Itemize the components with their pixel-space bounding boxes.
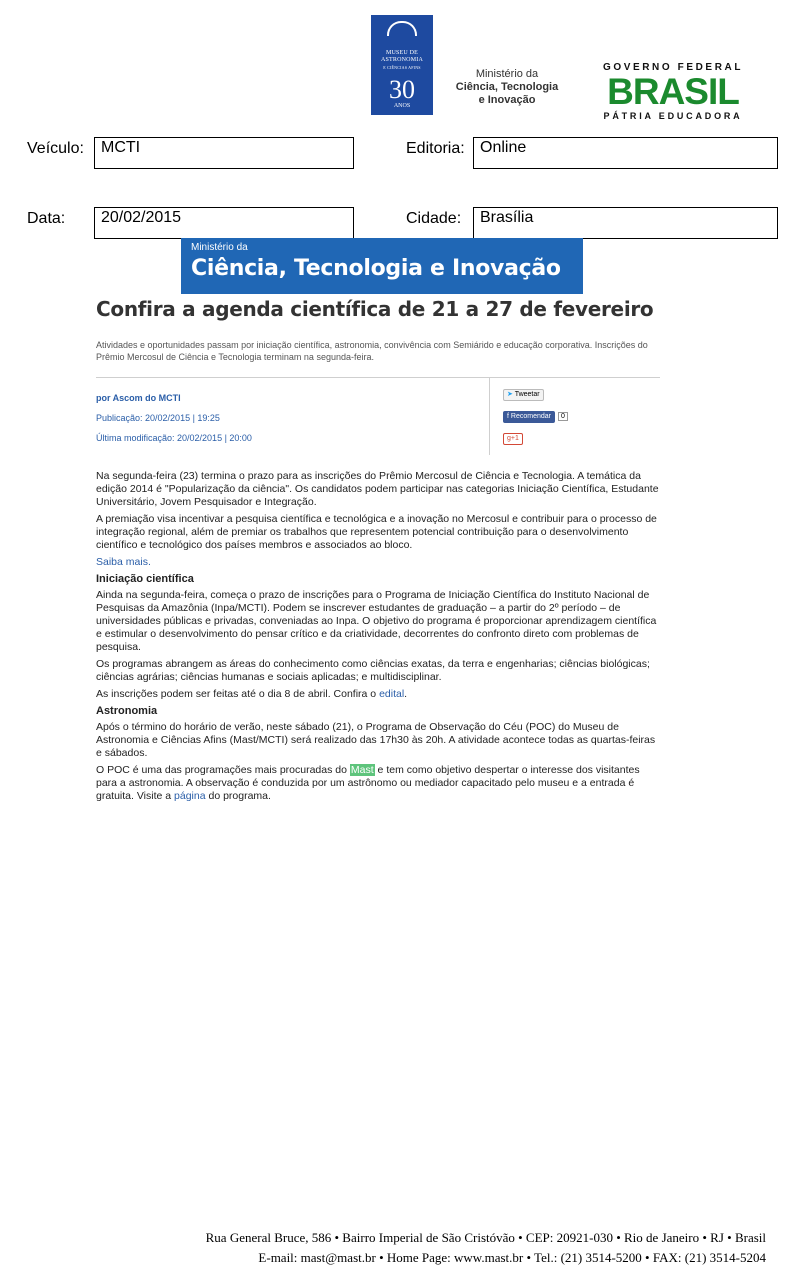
tweet-button[interactable] xyxy=(503,389,544,401)
mast-highlight: Mast xyxy=(350,764,374,776)
cidade-label: Cidade: xyxy=(406,210,462,227)
editoria-field: Online xyxy=(473,137,778,169)
article-meta xyxy=(96,388,476,448)
gov-logo-bottom: PÁTRIA EDUCADORA xyxy=(603,111,743,121)
article-modified: Última modificação: 20/02/2015 | 20:00 xyxy=(96,433,252,443)
mast-logo-line1: MUSEU DE xyxy=(385,50,419,56)
paragraph-3: Ainda na segunda-feira, começa o prazo de inscrições para o Programa de Iniciação Científica do Instituto Nacional de Pesquisas da Amazônia (Inpa/MCTI). Podem se inscrever estudantes de graduação – a partir do 2º período – de universidades públicas e privadas, conveniadas ao Inpa. O objetivo do programa é proporcionar aprendizagem científica e estimular o desenvolvimento do pensar crítico e da criatividade, decorrentes do confronto direto com problemas de pesquisa. xyxy=(96,589,657,653)
article-published: Publicação: 20/02/2015 | 19:25 xyxy=(96,413,220,423)
paragraph-5-text: As inscrições podem ser feitas até o dia 8 de abril. Confira o xyxy=(96,688,380,700)
data-field: 20/02/2015 xyxy=(94,207,354,239)
cidade-field: Brasília xyxy=(473,207,778,239)
tweet-label: Tweetar xyxy=(514,391,540,398)
mcti-logo-line3: e Inovação xyxy=(478,94,536,106)
article-body xyxy=(96,470,662,807)
recommend-count: 0 xyxy=(558,412,568,421)
meta-divider xyxy=(96,377,660,378)
paragraph-7 xyxy=(96,764,662,803)
meta-vertical-divider xyxy=(489,377,490,455)
pagina-link[interactable]: página xyxy=(174,790,206,802)
observatory-dome-icon xyxy=(387,21,417,36)
footer-line-2: E-mail: mast@mast.br • Home Page: www.mast.br • Tel.: (21) 3514-5200 • FAX: (21) 3514-5204 xyxy=(258,1250,766,1265)
governo-federal-logo xyxy=(588,62,758,121)
mast-logo-line3: E CIÊNCIAS AFINS xyxy=(383,65,421,70)
paragraph-4: Os programas abrangem as áreas do conhecimento como ciências exatas, da terra e engenharias; ciências biológicas; ciências agrárias; ciências humanas e sociais aplicadas; e multidisciplinar. xyxy=(96,658,650,683)
mast-30-anos-logo xyxy=(371,15,433,115)
mast-logo-anos: ANOS xyxy=(393,103,411,109)
paragraph-1: Na segunda-feira (23) termina o prazo para as inscrições do Prêmio Mercosul de Ciência e Tecnologia. A temática da edição 2014 é "Popularização da ciência". Os candidatos podem participar nas categorias Iniciação Científica, Estudante Universitário, Jovem Pesquisador e Integração. xyxy=(96,470,659,508)
social-buttons xyxy=(503,383,593,449)
google-plus-button[interactable]: g+1 xyxy=(503,433,523,445)
gov-logo-top: GOVERNO FEDERAL xyxy=(602,62,744,73)
mcti-logo xyxy=(442,68,572,107)
article-lead: Atividades e oportunidades passam por iniciação científica, astronomia, convivência com Semiárido e educação corporativa. Inscrições do Prêmio Mercosul de Ciência e Tecnologia terminam na segunda-feira. xyxy=(96,340,648,362)
veiculo-field: MCTI xyxy=(94,137,354,169)
footer-line-1: Rua General Bruce, 586 • Bairro Imperial de São Cristóvão • CEP: 20921-030 • Rio de Janeiro • RJ • Brasil xyxy=(205,1230,766,1245)
gov-logo-brasil xyxy=(588,73,758,111)
recommend-label: Recomendar xyxy=(510,413,551,420)
facebook-icon: f xyxy=(507,413,509,420)
paragraph-2: A premiação visa incentivar a pesquisa científica e tecnológica e a inovação no Mercosul e contribuir para o processo de integração regional, além de premiar os trabalhos que representem potencial contribuição para o desenvolvimento científico e tecnológico dos países membros e associados ao bloco. xyxy=(96,513,657,551)
mcti-logo-line2: Ciência, Tecnologia xyxy=(455,81,559,93)
banner-small-text: Ministério da xyxy=(191,242,248,253)
mast-logo-line2: ASTRONOMIA xyxy=(380,57,423,63)
mcti-site-banner xyxy=(181,238,583,294)
paragraph-7-b: e tem como objetivo despertar o interesse dos visitantes para a astronomia. A observação é conduzida por um astrônomo ou mediador capacitado pelo museu e a entrada é gratuita. Visite a xyxy=(96,764,640,802)
banner-title: Ciência, Tecnologia e Inovação xyxy=(191,256,561,281)
paragraph-5-end: . xyxy=(404,688,408,700)
paragraph-7-a: O POC é uma das programações mais procuradas do xyxy=(96,764,350,776)
article-author[interactable]: por Ascom do MCTI xyxy=(96,393,181,403)
facebook-recommend-button[interactable] xyxy=(503,411,555,423)
section-heading-iniciacao: Iniciação científica xyxy=(96,573,194,585)
paragraph-5 xyxy=(96,688,662,701)
data-label: Data: xyxy=(27,210,66,227)
mcti-logo-line1: Ministério da xyxy=(475,68,539,80)
saiba-mais-link[interactable]: Saiba mais. xyxy=(96,556,151,568)
edital-link[interactable]: edital xyxy=(379,688,405,700)
veiculo-label: Veículo: xyxy=(27,140,84,157)
section-heading-astronomia: Astronomia xyxy=(96,705,158,717)
paragraph-7-c: do programa. xyxy=(205,790,271,802)
paragraph-6: Após o término do horário de verão, neste sábado (21), o Programa de Observação do Céu (POC) do Museu de Astronomia e Ciências Afins (Mast/MCTI) será realizado das 17h30 às 20h. A atividade acontece todas as quartas-feiras e sábados. xyxy=(96,721,656,759)
footer-address xyxy=(206,1228,766,1268)
mast-logo-years: 30 xyxy=(389,75,415,104)
article-title: Confira a agenda científica de 21 a 27 de fevereiro xyxy=(96,297,654,321)
gov-logo-brasil-text: BRASIL xyxy=(607,71,739,112)
editoria-label: Editoria: xyxy=(406,140,465,157)
twitter-bird-icon: ➤ xyxy=(507,391,513,398)
